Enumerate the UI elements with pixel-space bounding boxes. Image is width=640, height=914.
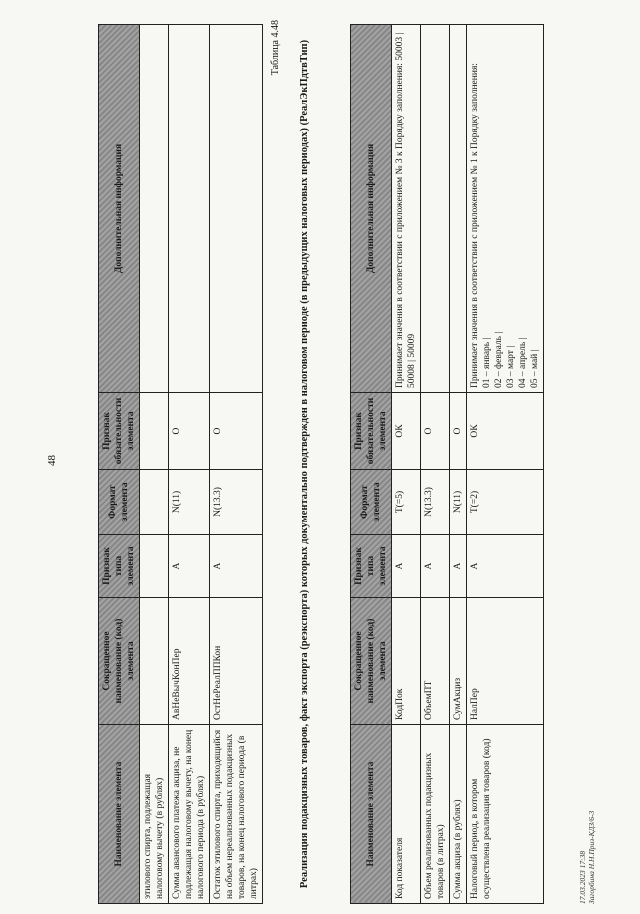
- header-short-name: Сокращенное наименование (код) элемента: [99, 598, 140, 725]
- month-code: 05 – май |: [530, 349, 540, 388]
- table-header-row: [99, 25, 140, 904]
- table-row: [450, 25, 467, 904]
- cell-info: [140, 25, 169, 393]
- table-continued: [98, 24, 263, 904]
- cell-info: [450, 25, 467, 393]
- cell-name: Налоговый период, в котором осуществлена реализация товаров (код): [467, 725, 544, 904]
- header-element-name: Наименование элемента: [351, 725, 392, 904]
- cell-name: Сумма акциза (в рублях): [450, 725, 467, 904]
- cell-info: [421, 25, 450, 393]
- cell-short: ОстНеРеалППКон: [210, 598, 263, 725]
- cell-short: АвНеВычКонПер: [169, 598, 210, 725]
- cell-type: А: [450, 535, 467, 598]
- month-code: 04 – апрель |: [518, 337, 528, 388]
- table-row: [467, 25, 544, 904]
- cell-format: T(=5): [392, 470, 421, 535]
- cell-type: А: [169, 535, 210, 598]
- cell-short: СумАкциз: [450, 598, 467, 725]
- header-format: Формат элемента: [99, 470, 140, 535]
- cell-required: О: [450, 393, 467, 470]
- cell-format: T(=2): [467, 470, 544, 535]
- table-row: [421, 25, 450, 904]
- page-number: 48: [46, 455, 58, 466]
- cell-short: КодПок: [392, 598, 421, 725]
- cell-required: О: [210, 393, 263, 470]
- cell-name: Остаток этилового спирта, приходящийся на объем нереализованных подакцизных товаров, на конец налогового периода (в литрах): [210, 725, 263, 904]
- header-type: Признак типа элемента: [351, 535, 392, 598]
- header-additional-info: Дополнительная информация: [351, 25, 392, 393]
- table-row: [169, 25, 210, 904]
- cell-name: Сумма авансового платежа акциза, не подлежащая налоговому вычету, на конец налогового периода (в рублях): [169, 725, 210, 904]
- cell-name: Код показателя: [392, 725, 421, 904]
- stamp-author: Загорбина Н.Н.Приз-КДЗ/6-3: [587, 810, 596, 904]
- period-intro: Принимает значения в соответствии с приложением № 1 к Порядку заполнения:: [470, 63, 480, 388]
- cell-info: Принимает значения в соответствии с приложением № 3 к Порядку заполнения: 50003 | 50008 | 50009: [392, 25, 421, 393]
- table-row: [392, 25, 421, 904]
- cell-format: N(11): [450, 470, 467, 535]
- print-stamp: [578, 811, 596, 904]
- cell-type: А: [210, 535, 263, 598]
- cell-format: [140, 470, 169, 535]
- table-4-48: [350, 24, 544, 904]
- table-caption: Таблица 4.48: [270, 20, 281, 76]
- cell-info-period: [467, 25, 544, 393]
- cell-required: ОК: [467, 393, 544, 470]
- cell-info: [210, 25, 263, 393]
- header-short-name: Сокращенное наименование (код) элемента: [351, 598, 392, 725]
- header-element-name: Наименование элемента: [99, 725, 140, 904]
- cell-info: [169, 25, 210, 393]
- cell-short: НалПер: [467, 598, 544, 725]
- header-type: Признак типа элемента: [99, 535, 140, 598]
- month-code: 02 – февраль |: [494, 331, 504, 388]
- header-required: Признак обязательности элемента: [351, 393, 392, 470]
- cell-short: [140, 598, 169, 725]
- cell-required: [140, 393, 169, 470]
- cell-type: [140, 535, 169, 598]
- table-heading: Реализация подакцизных товаров, факт экспорта (реэкспорта) которых документально подтвержден в налоговом периоде (в предыдущих налоговых периодах) (РеалЭкПдтвТип): [299, 39, 310, 889]
- header-required: Признак обязательности элемента: [99, 393, 140, 470]
- cell-type: А: [421, 535, 450, 598]
- table-row: [210, 25, 263, 904]
- cell-short: ОбъемПТ: [421, 598, 450, 725]
- stamp-date: 17.03.2023 17:38: [578, 850, 587, 904]
- header-additional-info: Дополнительная информация: [99, 25, 140, 393]
- cell-format: N(13.3): [210, 470, 263, 535]
- table-row: [140, 25, 169, 904]
- cell-type: А: [392, 535, 421, 598]
- cell-required: ОК: [392, 393, 421, 470]
- cell-required: О: [421, 393, 450, 470]
- month-code: 03 – март |: [506, 345, 516, 388]
- header-format: Формат элемента: [351, 470, 392, 535]
- cell-required: О: [169, 393, 210, 470]
- table-header-row: [351, 25, 392, 904]
- cell-format: N(13.3): [421, 470, 450, 535]
- cell-name: этилового спирта, подлежащая налоговому вычету (в рублях): [140, 725, 169, 904]
- month-code: 01 – январь |: [482, 337, 492, 388]
- cell-name: Объем реализованных подакцизных товаров (в литрах): [421, 725, 450, 904]
- cell-type: А: [467, 535, 544, 598]
- cell-format: N(11): [169, 470, 210, 535]
